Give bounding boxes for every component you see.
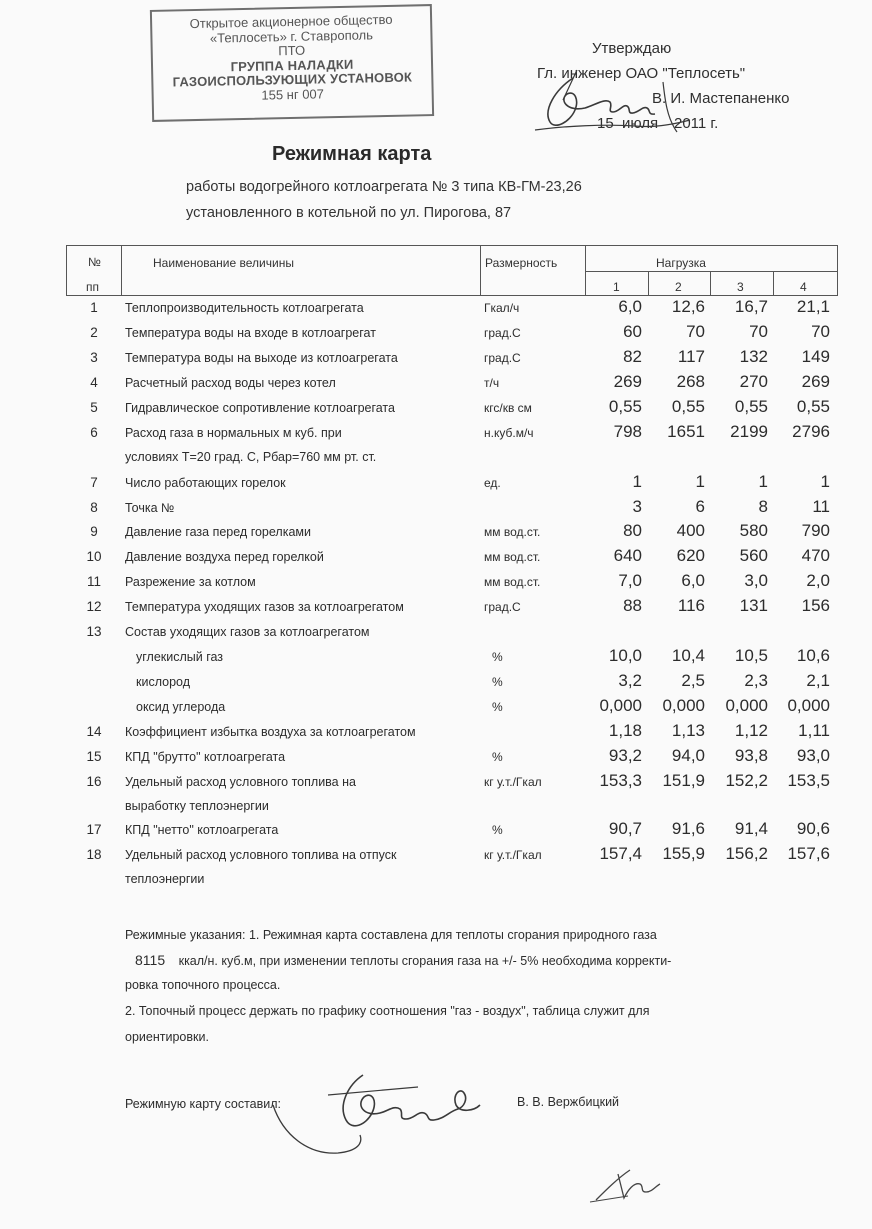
row-name: Удельный расход условного топлива на [125, 775, 356, 789]
table-row [68, 572, 838, 597]
row-value-load-4: 90,6 [796, 819, 830, 838]
row-unit: град.С [484, 351, 521, 365]
approval-name: В. И. Мастепаненко [652, 90, 790, 107]
compiler-signature [268, 1065, 498, 1160]
row-number: 18 [86, 847, 102, 862]
row-value-load-1: 80 [623, 521, 642, 540]
table-row [68, 722, 838, 747]
row-name: Температура воды на выходе из котлоагрегата [125, 351, 398, 365]
compiled-label: Режимную карту составил: [125, 1097, 282, 1111]
row-value-load-2: 2,5 [681, 671, 705, 690]
table-row [68, 373, 838, 398]
table-row [68, 522, 838, 547]
table-row [68, 473, 838, 498]
row-unit: кгс/кв см [484, 401, 532, 415]
row-value-load-4: 470 [801, 546, 830, 565]
approver-signature [515, 60, 715, 135]
row-name: Давление воздуха перед горелкой [125, 550, 324, 564]
row-value-load-1: 640 [613, 546, 642, 565]
row-value-load-1: 90,7 [608, 819, 642, 838]
table-row [68, 697, 838, 722]
row-value-load-2: 155,9 [662, 844, 705, 863]
row-name: Гидравлическое сопротивление котлоагрегата [125, 401, 395, 415]
row-value-load-2: 91,6 [671, 819, 705, 838]
row-value-load-2: 10,4 [671, 646, 705, 665]
row-unit: т/ч [484, 376, 500, 390]
row-value-load-3: 3,0 [744, 571, 768, 590]
table-row [68, 398, 838, 423]
header-load: Нагрузка [656, 256, 706, 270]
stamp-line-1: Открытое акционерное общество [189, 11, 393, 32]
row-value-load-3: 2,3 [744, 671, 768, 690]
row-value-load-3: 0,000 [725, 696, 768, 715]
row-value-load-3: 91,4 [734, 819, 768, 838]
row-name: Теплопроизводительность котлоагрегата [125, 301, 364, 315]
row-value-load-2: 94,0 [671, 746, 705, 765]
row-number: 6 [90, 425, 98, 440]
row-value-load-2: 0,55 [671, 397, 705, 416]
stamp-line-6: 155 нг 007 [261, 85, 325, 103]
row-number: 2 [90, 325, 98, 340]
row-number: 5 [90, 400, 98, 415]
row-value-load-1: 93,2 [608, 746, 642, 765]
row-value-load-1: 60 [623, 322, 642, 341]
row-unit: Гкал/ч [484, 301, 520, 315]
row-name: Удельный расход условного топлива на отпуск [125, 848, 397, 862]
row-number: 14 [86, 724, 102, 739]
row-value-load-2: 6,0 [681, 571, 705, 590]
stamp-line-4: ГРУППА НАЛАДКИ [230, 56, 354, 74]
table-row [68, 647, 838, 672]
row-name-continued: выработку теплоэнергии [125, 799, 269, 813]
table-row [68, 498, 838, 523]
row-unit: % [492, 675, 503, 689]
row-value-load-1: 7,0 [618, 571, 642, 590]
row-value-load-4: 2796 [792, 422, 830, 441]
row-name: Число работающих горелок [125, 476, 286, 490]
row-value-load-4: 156 [801, 596, 830, 615]
row-unit: % [492, 700, 503, 714]
row-value-load-2: 12,6 [671, 297, 705, 316]
row-number: 4 [90, 375, 98, 390]
row-name-continued: теплоэнергии [125, 872, 205, 886]
table-row [68, 422, 838, 464]
row-unit: н.куб.м/ч [484, 426, 534, 440]
row-unit: кг у.т./Гкал [484, 848, 542, 862]
row-value-load-2: 268 [676, 372, 705, 391]
organization-stamp [150, 4, 434, 122]
row-name: КПД "брутто" котлоагрегата [125, 750, 286, 764]
bottom-initials [588, 1160, 668, 1205]
row-unit: ед. [484, 476, 501, 490]
row-number: 12 [86, 599, 102, 614]
notes-heat-value: 8115 [135, 952, 166, 968]
row-value-load-3: 156,2 [725, 844, 768, 863]
header-name: Наименование величины [153, 256, 294, 270]
row-name: Температура воды на входе в котлоагрегат [125, 326, 376, 340]
row-value-load-2: 1,13 [671, 721, 705, 740]
row-name: Давление газа перед горелками [125, 525, 311, 539]
row-value-load-3: 0,55 [734, 397, 768, 416]
document-title: Режимная карта [272, 143, 432, 165]
row-value-load-3: 580 [739, 521, 768, 540]
row-value-load-4: 0,55 [796, 397, 830, 416]
row-number: 8 [90, 500, 98, 515]
notes-line-4: 2. Топочный процесс держать по графику соотношения "газ - воздух", таблица служит для [125, 1004, 650, 1018]
row-value-load-2: 117 [677, 347, 705, 366]
table-row [68, 844, 838, 886]
row-value-load-1: 0,000 [599, 696, 642, 715]
row-unit: кг у.т./Гкал [484, 775, 542, 789]
approval-position: Гл. инженер ОАО "Теплосеть" [537, 65, 746, 82]
row-number: 16 [86, 774, 102, 789]
row-value-load-4: 790 [801, 521, 830, 540]
row-name: углекислый газ [136, 650, 224, 664]
row-name: Расчетный расход воды через котел [125, 376, 336, 390]
row-value-load-2: 400 [676, 521, 705, 540]
table-row [68, 323, 838, 348]
row-value-load-1: 82 [623, 347, 642, 366]
row-value-load-4: 149 [801, 347, 830, 366]
row-name: Температура уходящих газов за котлоагрегатом [125, 600, 404, 614]
row-value-load-4: 93,0 [796, 746, 830, 765]
notes-line-2-text: ккал/н. куб.м, при изменении теплоты сгорания газа на +/- 5% необходима корректи- [178, 954, 672, 968]
row-unit: град.С [484, 600, 521, 614]
table-row [68, 298, 838, 323]
approval-year: 2011 г. [674, 115, 719, 132]
header-load-col-1: 1 [613, 280, 620, 294]
row-name: Разрежение за котлом [125, 575, 256, 589]
row-number: 9 [90, 524, 98, 539]
header-load-col-4: 4 [800, 280, 807, 294]
row-value-load-3: 93,8 [734, 746, 768, 765]
row-value-load-3: 8 [758, 497, 768, 516]
row-value-load-2: 0,000 [662, 696, 705, 715]
row-value-load-2: 1651 [667, 422, 705, 441]
row-unit: мм вод.ст. [484, 575, 541, 589]
notes-line-1: Режимные указания: 1. Режимная карта составлена для теплоты сгорания природного газа [125, 928, 657, 942]
table-row [68, 348, 838, 373]
row-value-load-3: 1,12 [734, 721, 768, 740]
approval-heading: Утверждаю [592, 40, 672, 57]
row-unit: % [492, 823, 503, 837]
row-value-load-4: 2,1 [806, 671, 830, 690]
row-value-load-1: 1,18 [608, 721, 642, 740]
row-value-load-1: 157,4 [599, 844, 642, 863]
header-load-col-2: 2 [675, 280, 682, 294]
row-number: 11 [86, 574, 101, 589]
row-number: 17 [86, 822, 102, 837]
row-value-load-3: 10,5 [734, 646, 768, 665]
row-value-load-3: 1 [758, 472, 768, 491]
document-subtitle-line-1: работы водогрейного котлоагрегата № 3 типа КВ-ГМ-23,26 [186, 179, 582, 195]
row-value-load-1: 3 [632, 497, 642, 516]
approval-month: июля [622, 115, 659, 132]
row-name: Коэффициент избытка воздуха за котлоагрегатом [125, 725, 416, 739]
notes-line-2 [125, 952, 671, 968]
row-value-load-2: 151,9 [662, 771, 705, 790]
row-value-load-3: 132 [739, 347, 768, 366]
header-num-top: № [88, 255, 101, 269]
row-value-load-4: 153,5 [787, 771, 830, 790]
row-value-load-4: 10,6 [796, 646, 830, 665]
row-number: 1 [90, 300, 98, 315]
row-unit: мм вод.ст. [484, 525, 541, 539]
row-value-load-2: 70 [686, 322, 705, 341]
row-value-load-3: 16,7 [734, 297, 768, 316]
row-value-load-1: 10,0 [608, 646, 642, 665]
table-row [68, 747, 838, 772]
row-value-load-4: 1,11 [798, 721, 830, 740]
row-name: Расход газа в нормальных м куб. при [125, 426, 342, 440]
notes-line-5: ориентировки. [125, 1030, 209, 1044]
table-row [68, 547, 838, 572]
header-num-bottom: пп [86, 280, 99, 294]
row-value-load-1: 153,3 [599, 771, 642, 790]
row-value-load-1: 269 [613, 372, 642, 391]
row-value-load-3: 70 [749, 322, 768, 341]
table-row [68, 820, 838, 845]
row-value-load-1: 1 [632, 472, 642, 491]
header-unit: Размерность [485, 256, 558, 270]
row-unit: мм вод.ст. [484, 550, 541, 564]
row-name-continued: условиях Т=20 град. С, Рбар=760 мм рт. ст. [125, 450, 377, 464]
table-row [68, 672, 838, 697]
row-name: оксид углерода [136, 700, 226, 714]
row-value-load-1: 88 [623, 596, 642, 615]
row-number: 7 [90, 475, 98, 490]
table-row [68, 622, 838, 647]
row-value-load-4: 11 [812, 497, 830, 516]
row-value-load-2: 116 [677, 596, 705, 615]
row-value-load-4: 269 [801, 372, 830, 391]
row-value-load-2: 6 [695, 497, 705, 516]
row-value-load-1: 6,0 [618, 297, 642, 316]
row-value-load-1: 798 [613, 422, 642, 441]
row-value-load-3: 131 [739, 596, 768, 615]
stamp-line-5: ГАЗОИСПОЛЬЗУЮЩИХ УСТАНОВОК [172, 69, 413, 90]
row-number: 3 [90, 350, 98, 365]
header-load-col-3: 3 [737, 280, 744, 294]
row-value-load-4: 0,000 [787, 696, 830, 715]
row-number: 13 [86, 624, 102, 639]
row-name: Точка № [125, 501, 175, 515]
stamp-line-3: ПТО [278, 42, 306, 59]
document-subtitle-line-2: установленного в котельной по ул. Пирогова, 87 [186, 205, 512, 221]
row-value-load-4: 1 [820, 472, 830, 491]
row-value-load-2: 620 [676, 546, 705, 565]
compiled-name: В. В. Вержбицкий [517, 1095, 620, 1109]
row-value-load-1: 0,55 [608, 397, 642, 416]
row-number: 10 [86, 549, 102, 564]
row-unit: % [492, 750, 503, 764]
approval-day: 15 [597, 115, 614, 132]
row-value-load-4: 157,6 [787, 844, 830, 863]
row-name: КПД "нетто" котлоагрегата [125, 823, 279, 837]
row-value-load-4: 2,0 [806, 571, 830, 590]
row-value-load-4: 21,1 [796, 297, 830, 316]
row-value-load-4: 70 [811, 322, 830, 341]
row-unit: % [492, 650, 503, 664]
stamp-line-2: «Теплосеть» г. Ставрополь [209, 26, 374, 46]
notes-line-3: ровка топочного процесса. [125, 978, 281, 992]
table-row [68, 771, 838, 813]
row-value-load-1: 3,2 [618, 671, 642, 690]
row-value-load-2: 1 [695, 472, 705, 491]
row-value-load-3: 152,2 [725, 771, 768, 790]
row-name: Состав уходящих газов за котлоагрегатом [125, 625, 370, 639]
row-name: кислород [136, 675, 191, 689]
row-value-load-3: 2199 [730, 422, 768, 441]
table-row [68, 597, 838, 622]
row-unit: град.С [484, 326, 521, 340]
row-value-load-3: 270 [739, 372, 768, 391]
row-number: 15 [86, 749, 102, 764]
row-value-load-3: 560 [739, 546, 768, 565]
